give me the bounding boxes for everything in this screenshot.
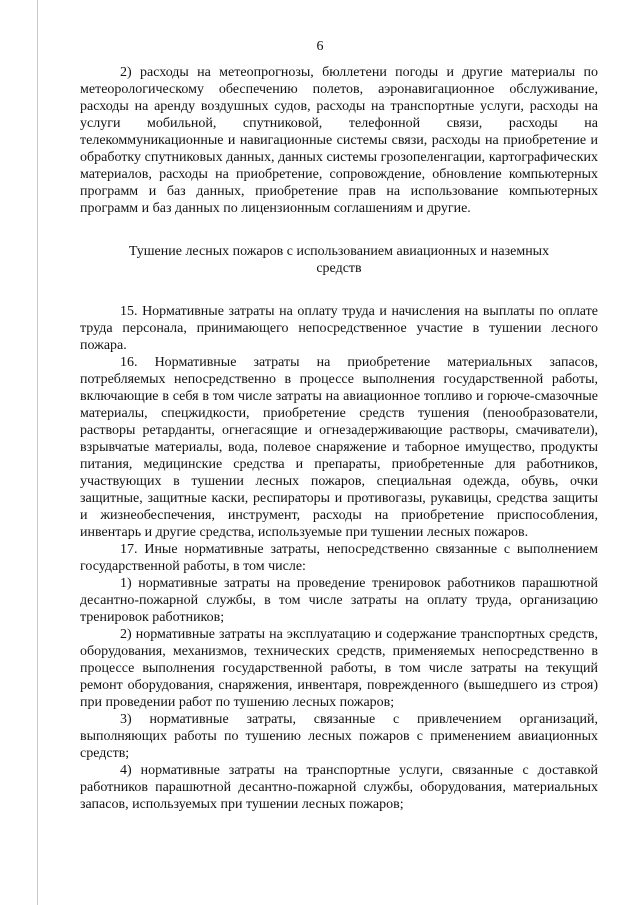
paragraph-16: 16. Нормативные затраты на приобретение материальных запасов, потребляемых непосредственно в процессе выполнения государственной работы, включающие в себя в том числе затраты на авиационное топливо и горюче-смазочные материалы, спецжидкости, приобретение средств тушения (пенообразователи, растворы ретарданты, огнегасящие и огнезадерживающие растворы, смачиватели), взрывчатые материалы, вода, полевое снаряжение и таборное имущество, продукты питания, медицинские средства и препараты, приобретенные для работников, участвующих в тушении лесных пожаров, специальная одежда, обувь, очки защитные, защитные каски, респираторы и противогазы, рукавицы, средства защиты и жизнеобеспечения, инструмент, расходы на приобретение приспособления, инвентарь и другие средства, используемые при тушении лесных пожаров. — [80, 355, 598, 540]
left-margin-line — [37, 0, 38, 905]
section-title-line-2: средств — [316, 261, 362, 276]
section-title-line-1: Тушение лесных пожаров с использованием авиационных и наземных — [128, 244, 550, 259]
intro-paragraph: 2) расходы на метеопрогнозы, бюллетени погоды и другие материалы по метеорологическому обеспечению полетов, аэронавигационное обслуживание, расходы на аренду воздушных судов, расходы на транспортные услуги, расходы на услуги мобильной, спутниковой, телефонной связи, расходы на телекоммуникационные и навигационные системы связи, расходы на приобретение и обработку спутниковых данных, данных системы грозопеленгации, картографических материалов, расходы на приобретение, сопровождение, обновление компьютерных программ и баз данных, приобретение прав на использование компьютерных программ и баз данных по лицензионным соглашениям и другие. — [80, 65, 598, 216]
paragraph-17-item-3: 3) нормативные затраты, связанные с привлечением организаций, выполняющих работы по тушению лесных пожаров с применением авиационных средств; — [80, 712, 598, 761]
document-body — [80, 64, 598, 813]
paragraph-17: 17. Иные нормативные затраты, непосредственно связанные с выполнением государственной работы, в том числе: — [80, 542, 598, 574]
page-number: 6 — [316, 39, 324, 54]
paragraph-15: 15. Нормативные затраты на оплату труда и начисления на выплаты по оплате труда персонала, принимающего непосредственное участие в тушении лесного пожара. — [80, 304, 598, 353]
paragraph-17-item-1: 1) нормативные затраты на проведение тренировок работников парашютной десантно-пожарной службы, в том числе затраты на оплату труда, организацию тренировок работников; — [80, 576, 598, 625]
section-title — [80, 243, 598, 277]
paragraph-17-item-4: 4) нормативные затраты на транспортные услуги, связанные с доставкой работников парашютной десантно-пожарной службы, оборудования, материальных запасов, используемых при тушении лесных пожаров; — [80, 763, 598, 812]
paragraph-17-item-2: 2) нормативные затраты на эксплуатацию и содержание транспортных средств, оборудования, механизмов, технических средств, применяемых непосредственно в процессе выполнения государственной работы, в том числе затраты на текущий ремонт оборудования, снаряжения, инвентаря, поврежденного (вышедшего из строя) при проведении работ по тушению лесных пожаров; — [80, 627, 598, 710]
